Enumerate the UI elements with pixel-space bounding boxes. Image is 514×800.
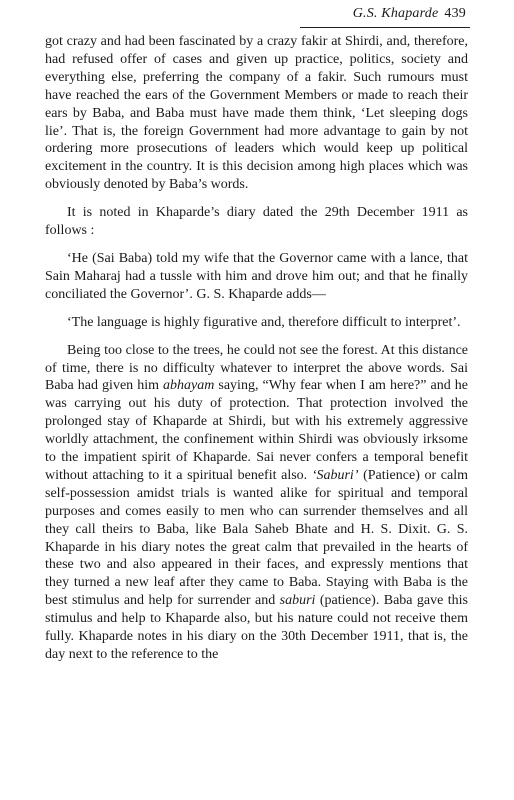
text-segment: Being too close to the trees, he could not see the forest. At this distance of time, there is no difficulty whatever to interpret the above words. Sai Baba had given him	[45, 342, 468, 394]
paragraph-2	[45, 204, 468, 240]
text-segment: got crazy and had been fascinated by a crazy fakir at Shirdi, and, therefore, had refused offer of cases and given up practice, politics, society and everything else, preferring the company of a fakir. Such rumours must have reached the ears of the Government Members or made to reach their ears by Baba, and Baba must have made them think, ‘Let sleeping dogs lie’. That is, the foreign Government had more advantage to gain by not ordering more prosecutions of leaders which would keep up political excitement in the country. It is this decision among high places which was obviously denoted by Baba’s words.	[45, 34, 468, 193]
text-segment: ‘The language is highly figurative and, therefore difficult to interpret’.	[67, 314, 461, 330]
header-rule	[300, 27, 470, 28]
italic-term: ‘Saburi’	[311, 467, 359, 483]
text-segment: It is noted in Khaparde’s diary dated the 29th December 1911 as follows :	[45, 205, 468, 239]
text-segment: saying, “Why fear when I am here?” and he was carrying out his duty of protection. That protection involved the prolonged stay of Khaparde at Shirdi, but with his extremely aggressive worldly attachment, the confinement within Shirdi was obviously irksome to the impatient spirit of Khaparde. Sai never confers a temporal benefit without attaching to it a spiritual benefit also.	[45, 378, 468, 483]
paragraph-3	[45, 250, 468, 304]
italic-term: saburi	[279, 593, 316, 609]
italic-term: abhayam	[163, 378, 215, 394]
paragraph-4	[45, 314, 468, 332]
paragraph-5	[45, 342, 468, 664]
running-head	[353, 6, 466, 22]
text-segment: (Patience) or calm self-possession amidst trials is wanted alike for spiritual and temporal purposes and comes easily to men who can surrender themselves and all they call theirs to Baba, like Bala Saheb Bhate and H. S. Dixit. G. S. Khaparde in his diary notes the great calm that prevailed in the hearts of these two and also appeared in their faces, and expressly mentions that they turned a new leaf after they came to Baba. Staying with Baba is the best stimulus and help for surrender and	[45, 467, 468, 609]
running-title: G.S. Khaparde	[352, 6, 439, 21]
body-text	[45, 33, 468, 664]
text-segment: (patience). Baba gave this stimulus and help to Khaparde also, but his nature could not receive them fully. Khaparde notes in his diary on the 30th December 1911, that is, the day next to the reference to the	[45, 593, 468, 662]
text-segment: ‘He (Sai Baba) told my wife that the Governor came with a lance, that Sain Maharaj had a tussle with him and drove him out; and that he finally conciliated the Governor’. G. S. Khaparde adds—	[45, 250, 468, 302]
paragraph-1	[45, 33, 468, 194]
page-number: 439	[444, 6, 466, 21]
